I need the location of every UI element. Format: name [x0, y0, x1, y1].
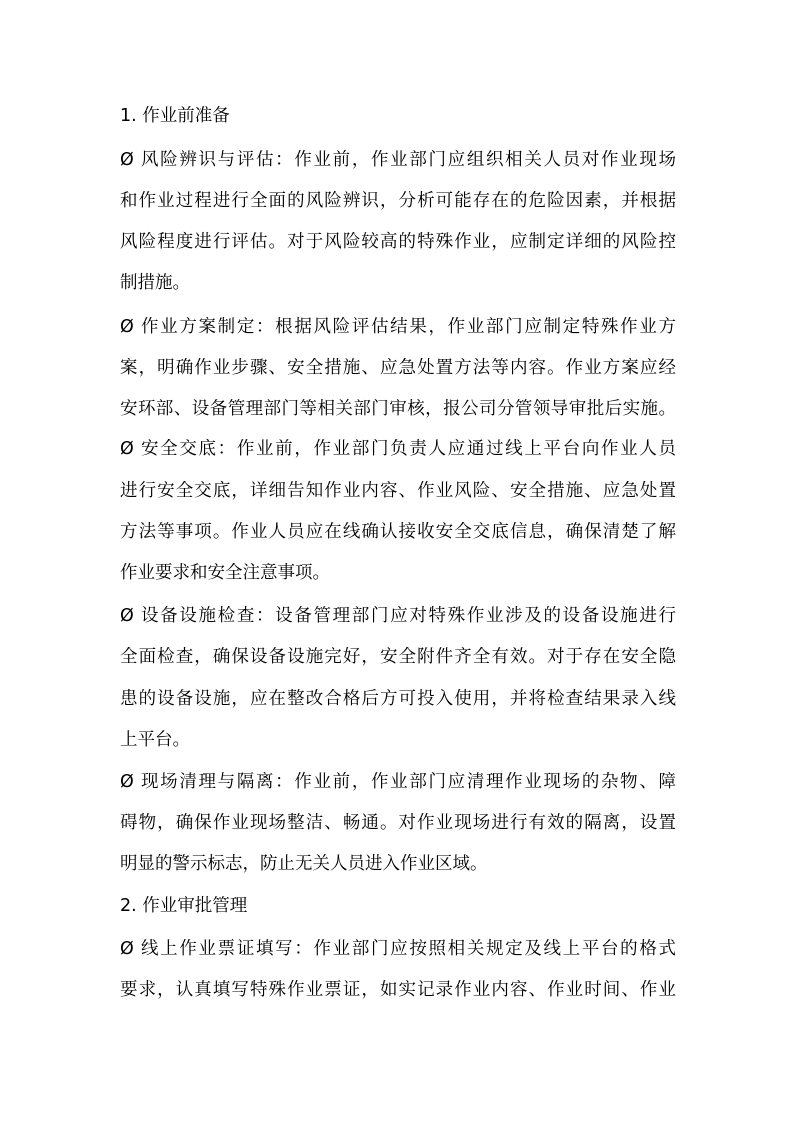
text-line: 安环部、设备管理部门等相关部门审核，报公司分管领导审批后实施。: [120, 399, 676, 419]
text-line: 方法等事项。作业人员应在线确认接收安全交底信息，确保清楚了解: [120, 522, 676, 542]
text-line: 风险程度进行评估。对于风险较高的特殊作业，应制定详细的风险控: [120, 232, 676, 252]
text-line: Ø 线上作业票证填写：作业部门应按照相关规定及线上平台的格式: [120, 939, 676, 959]
text-line: 患的设备设施，应在整改合格后方可投入使用，并将检查结果录入线: [120, 689, 676, 709]
text-line: 制措施。: [120, 273, 190, 293]
text-line: 明显的警示标志，防止无关人员进入作业区域。: [120, 854, 488, 874]
text-line: 进行安全交底，详细告知作业内容、作业风险、安全措施、应急处置: [120, 481, 676, 501]
text-line: 全面检查，确保设备设施完好，安全附件齐全有效。对于存在安全隐: [120, 647, 676, 667]
text-line: 碍物，确保作业现场整洁、畅通。对作业现场进行有效的隔离，设置: [120, 813, 676, 833]
section-heading: 1. 作业前准备: [120, 106, 230, 126]
text-line: Ø 风险辨识与评估：作业前，作业部门应组织相关人员对作业现场: [120, 150, 676, 170]
text-line: 和作业过程进行全面的风险辨识，分析可能存在的危险因素，并根据: [120, 191, 676, 211]
text-line: Ø 安全交底：作业前，作业部门负责人应通过线上平台向作业人员: [120, 439, 676, 459]
text-line: 作业要求和安全注意事项。: [120, 563, 330, 583]
text-line: Ø 现场清理与隔离：作业前，作业部门应清理作业现场的杂物、障: [120, 772, 676, 792]
text-line: 案，明确作业步骤、安全措施、应急处置方法等内容。作业方案应经: [120, 358, 676, 378]
text-line: 上平台。: [120, 730, 190, 750]
section-heading: 2. 作业审批管理: [120, 896, 248, 916]
text-line: 要求，认真填写特殊作业票证，如实记录作业内容、作业时间、作业: [120, 980, 676, 1000]
text-line: Ø 设备设施检查：设备管理部门应对特殊作业涉及的设备设施进行: [120, 606, 676, 626]
text-line: Ø 作业方案制定：根据风险评估结果，作业部门应制定特殊作业方: [120, 317, 676, 337]
